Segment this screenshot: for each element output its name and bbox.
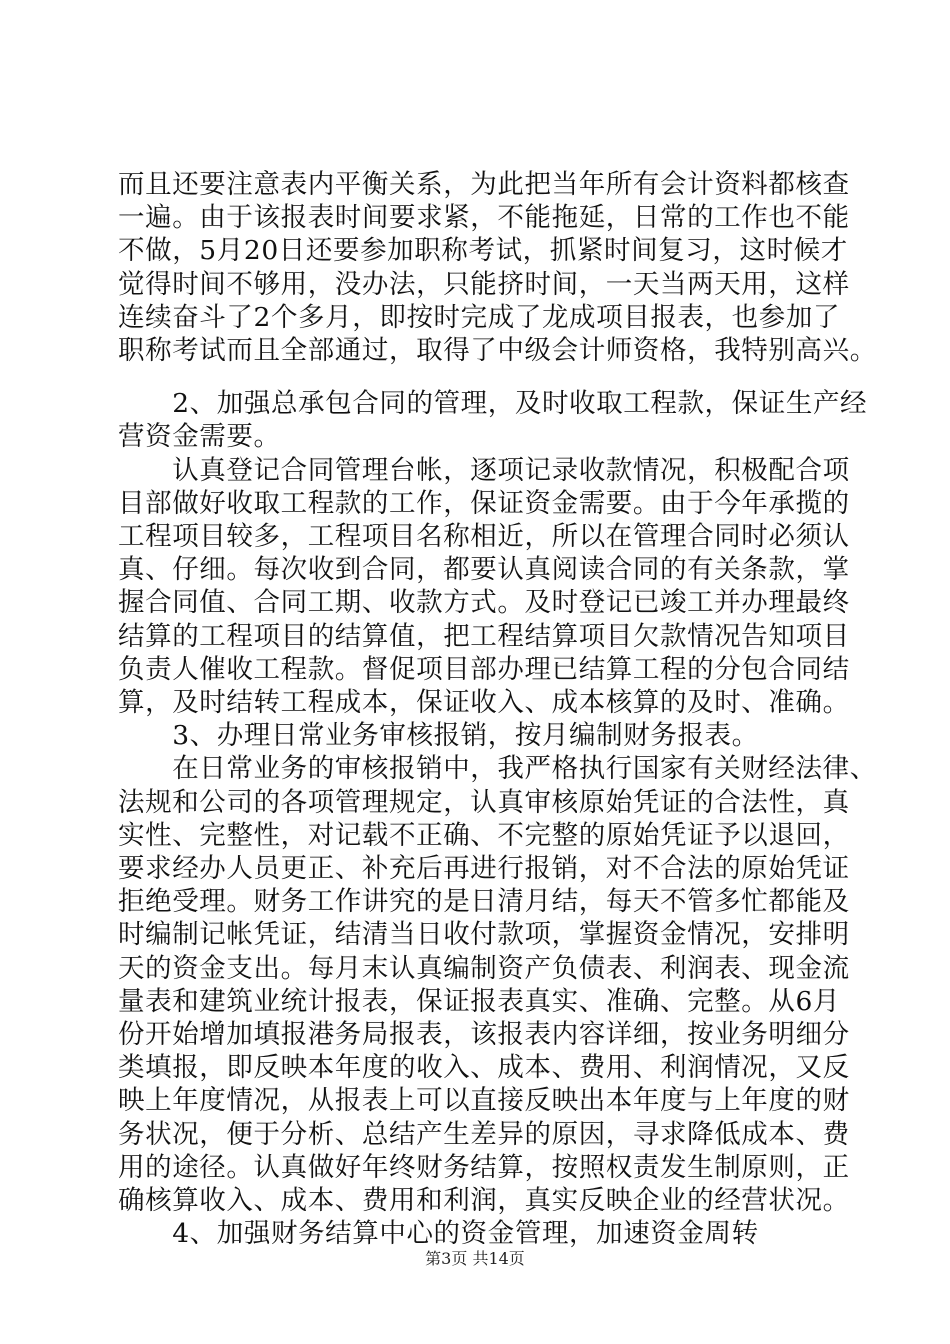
text-line: 握合同值、合同工期、收款方式。及时登记已竣工并办理最终 [118,587,850,619]
text-line: 一遍。由于该报表时间要求紧，不能拖延，日常的工作也不能 [118,202,850,234]
text-line: 法规和公司的各项管理规定，认真审核原始凭证的合法性，真 [118,786,850,818]
text-line: 工程项目较多，工程项目名称相近，所以在管理合同时必须认 [118,521,850,552]
text-line: 真、仔细。每次收到合同，都要认真阅读合同的有关条款，掌 [118,554,850,586]
text-line: 类填报，即反映本年度的收入、成本、费用、利润情况，又反 [118,1052,850,1084]
text-line: 2、加强总承包合同的管理，及时收取工程款，保证生产经 [118,388,868,420]
text-line: 觉得时间不够用，没办法，只能挤时间，一天当两天用，这样 [118,268,850,300]
text-line: 实性、完整性，对记载不正确、不完整的原始凭证予以退回， [118,819,850,851]
text-line: 目部做好收取工程款的工作，保证资金需要。由于今年承揽的 [118,487,850,519]
text-line: 时编制记帐凭证，结清当日收付款项，掌握资金情况，安排明 [118,919,850,951]
text-line: 份开始增加填报港务局报表，该报表内容详细，按业务明细分 [118,1019,850,1050]
text-line: 量表和建筑业统计报表，保证报表真实、准确、完整。从6月 [118,985,841,1017]
text-line: 天的资金支出。每月末认真编制资产负债表、利润表、现金流 [118,952,850,984]
text-line: 4、加强财务结算中心的资金管理，加速资金周转 [118,1218,759,1250]
text-line: 要求经办人员更正、补充后再进行报销，对不合法的原始凭证 [118,853,850,884]
text-line: 3、办理日常业务审核报销，按月编制财务报表。 [118,720,759,752]
text-line: 负责人催收工程款。督促项目部办理已结算工程的分包合同结 [118,653,850,685]
text-line: 算，及时结转工程成本，保证收入、成本核算的及时、准确。 [118,687,850,718]
text-line: 而且还要注意表内平衡关系，为此把当年所有会计资料都核查 [118,169,850,200]
text-line: 连续奋斗了2个多月，即按时完成了龙成项目报表，也参加了 [118,301,841,333]
text-line: 映上年度情况，从报表上可以直接反映出本年度与上年度的财 [118,1085,850,1117]
text-line: 拒绝受理。财务工作讲究的是日清月结，每天不管多忙都能及 [118,886,850,918]
text-line: 职称考试而且全部通过，取得了中级会计师资格，我特别高兴。 [118,335,877,366]
text-line: 务状况，便于分析、总结产生差异的原因，寻求降低成本、费 [118,1118,850,1150]
text-line: 确核算收入、成本、费用和利润，真实反映企业的经营状况。 [118,1185,850,1216]
page-number-footer: 第3页 共14页 [425,1249,525,1268]
text-line: 结算的工程项目的结算值，把工程结算项目欠款情况告知项目 [118,620,850,652]
text-line: 用的途径。认真做好年终财务结算，按照权责发生制原则，正 [118,1151,850,1183]
text-line: 认真登记合同管理台帐，逐项记录收款情况，积极配合项 [118,454,850,486]
text-line: 在日常业务的审核报销中，我严格执行国家有关财经法律、 [118,753,877,785]
text-line: 营资金需要。 [118,421,281,453]
text-line: 不做，5月20日还要参加职称考试，抓紧时间复习，这时候才 [118,235,848,267]
